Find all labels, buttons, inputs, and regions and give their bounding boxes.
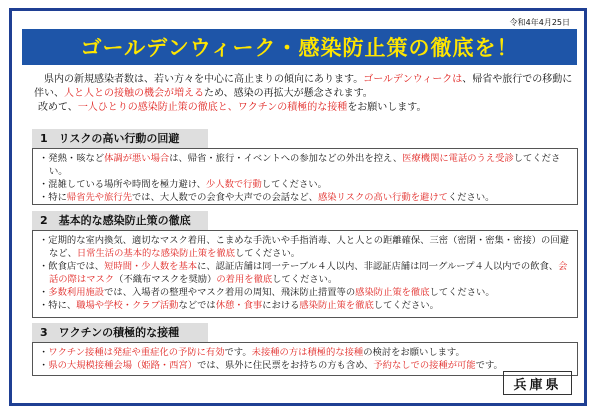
list-item: ・特に帰省先や旅行先では、大人数での会食や大声での会話など、感染リスクの高い行動を避けてください。 [39,192,495,203]
intro-paragraph-2: 改めて、一人ひとりの感染防止策の徹底と、ワクチンの積極的な接種をお願いします。 [38,102,427,113]
intro-paragraph-1: 県内の新規感染者数は、若い方々を中心に高止まりの傾向にあります。ゴールデンウィークは、帰省や旅行での移動に伴い、人と人との接触の機会が増えるため、感染の再拡大が懸念されます。 [34,74,573,99]
list-item: ・飲食店では、短時間・少人数を基本に、認証店舗は同一テーブル４人以内、非認証店舗は同一グループ４人以内での飲食、会話の際はマスク（不織布マスクを奨励）の着用を徹底してください。 [39,261,568,285]
list-item: ・多数利用施設では、入場者の整理やマスク着用の周知、飛沫防止措置等の感染防止策を徹底してください。 [39,287,495,298]
list-item: ・発熱・咳など体調が悪い場合は、帰省・旅行・イベントへの参加などの外出を控え、医療機関に電話のうえ受診してください。 [39,153,561,177]
list-item: ・特に、職場や学校・クラブ活動などでは休憩・食事における感染防止策を徹底してください。 [39,300,439,311]
issuer-label: 兵庫県 [503,371,572,395]
list-item: ・ワクチン接種は発症や重症化の予防に有効です。未接種の方は積極的な接種の検討をお願いします。 [39,347,465,358]
section-2-body [32,230,578,318]
section-1-heading: 1 リスクの高い行動の回避 [32,129,208,148]
list-item: ・県の大規模接種会場（姫路・西宮）では、県外に住民票をお持ちの方も含め、予約なしでの接種が可能です。 [39,360,503,371]
section-3-heading: 3 ワクチンの積極的な接種 [32,323,208,342]
list-item: ・定期的な室内換気、適切なマスク着用、こまめな手洗いや手指消毒、人と人との距離確保、三密（密閉・密集・密接）の回避など、日常生活の基本的な感染防止策を徹底してください。 [39,235,569,259]
section-2-heading: 2 基本的な感染防止策の徹底 [32,211,208,230]
intro-text [34,73,579,115]
section-1-body [32,148,578,205]
notice-title-banner: ゴールデンウィーク・感染防止策の徹底を！ [22,29,577,65]
section-3-body [32,342,578,376]
notice-date: 令和4年4月25日 [509,18,570,27]
list-item: ・混雑している場所や時間を極力避け、少人数で行動してください。 [39,179,327,190]
notice-frame [9,8,587,406]
